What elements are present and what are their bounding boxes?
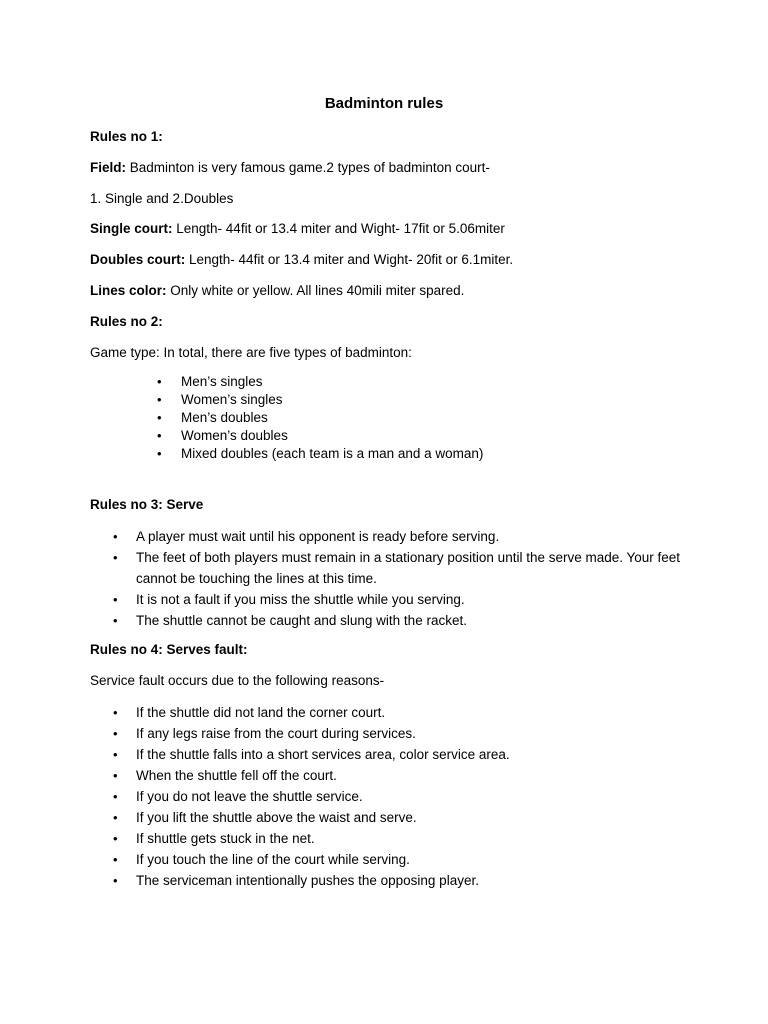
court-types-line: 1. Single and 2.Doubles (90, 191, 234, 206)
list-item: • Men’s doubles (157, 410, 268, 425)
field-text: Badminton is very famous game.2 types of badminton court- (126, 160, 490, 175)
bullet-icon: • (113, 529, 118, 544)
bullet-icon: • (157, 410, 162, 425)
lines-color-paragraph (90, 282, 464, 300)
list-item: • The feet of both players must remain in a stationary position until the serve made. Your feet cannot be touching the lines at this time. (136, 547, 696, 589)
bullet-icon: • (157, 428, 162, 443)
list-item: • A player must wait until his opponent is ready before serving. (136, 526, 696, 547)
list-item: • If the shuttle falls into a short services area, color service area. (136, 744, 510, 765)
rules3-heading: Rules no 3: Serve (90, 497, 204, 512)
serve-fault-list (113, 702, 510, 891)
single-court-text: Length- 44fit or 13.4 miter and Wight- 17fit or 5.06miter (172, 221, 505, 236)
rules4-heading: Rules no 4: Serves fault: (90, 642, 248, 657)
bullet-icon: • (157, 446, 162, 461)
game-types-list (157, 373, 484, 463)
list-item: • Women’s doubles (157, 428, 288, 443)
field-label: Field: (90, 160, 126, 175)
bullet-icon: • (113, 789, 118, 804)
bullet-icon: • (113, 873, 118, 888)
bullet-icon: • (157, 374, 162, 389)
list-item: • If any legs raise from the court during services. (136, 723, 510, 744)
bullet-icon: • (113, 768, 118, 783)
bullet-icon: • (113, 747, 118, 762)
doubles-court-label: Doubles court: (90, 252, 186, 267)
bullet-icon: • (113, 831, 118, 846)
list-item: • If you do not leave the shuttle service. (136, 786, 510, 807)
lines-color-label: Lines color: (90, 283, 167, 298)
bullet-icon: • (113, 852, 118, 867)
list-item: • If the shuttle did not land the corner court. (136, 702, 510, 723)
field-paragraph (90, 159, 490, 177)
document-title: Badminton rules (324, 95, 444, 112)
doubles-court-text: Length- 44fit or 13.4 miter and Wight- 20fit or 6.1miter. (185, 252, 514, 267)
list-item: • The serviceman intentionally pushes the opposing player. (136, 870, 510, 891)
bullet-icon: • (113, 705, 118, 720)
bullet-icon: • (113, 550, 118, 565)
list-item: • If shuttle gets stuck in the net. (136, 828, 510, 849)
single-court-paragraph (90, 220, 505, 238)
list-item: • Men’s singles (157, 374, 263, 389)
list-item: • The shuttle cannot be caught and slung with the racket. (136, 610, 696, 631)
bullet-icon: • (113, 726, 118, 741)
lines-color-text: Only white or yellow. All lines 40mili miter spared. (166, 283, 465, 298)
rules2-intro: Game type: In total, there are five types of badminton: (90, 345, 412, 360)
serve-rules-list (113, 526, 696, 631)
list-item: • It is not a fault if you miss the shuttle while you serving. (136, 589, 696, 610)
list-item: • If you touch the line of the court while serving. (136, 849, 510, 870)
list-item: • Mixed doubles (each team is a man and a woman) (157, 446, 484, 461)
bullet-icon: • (113, 810, 118, 825)
bullet-icon: • (113, 613, 118, 628)
doubles-court-paragraph (90, 251, 513, 269)
list-item: • When the shuttle fell off the court. (136, 765, 510, 786)
rules2-heading: Rules no 2: (90, 314, 163, 329)
bullet-icon: • (157, 392, 162, 407)
list-item: • If you lift the shuttle above the waist and serve. (136, 807, 510, 828)
single-court-label: Single court: (90, 221, 173, 236)
rules1-heading: Rules no 1: (90, 129, 163, 144)
list-item: • Women’s singles (157, 392, 283, 407)
rules4-intro: Service fault occurs due to the following reasons- (90, 673, 385, 688)
bullet-icon: • (113, 592, 118, 607)
